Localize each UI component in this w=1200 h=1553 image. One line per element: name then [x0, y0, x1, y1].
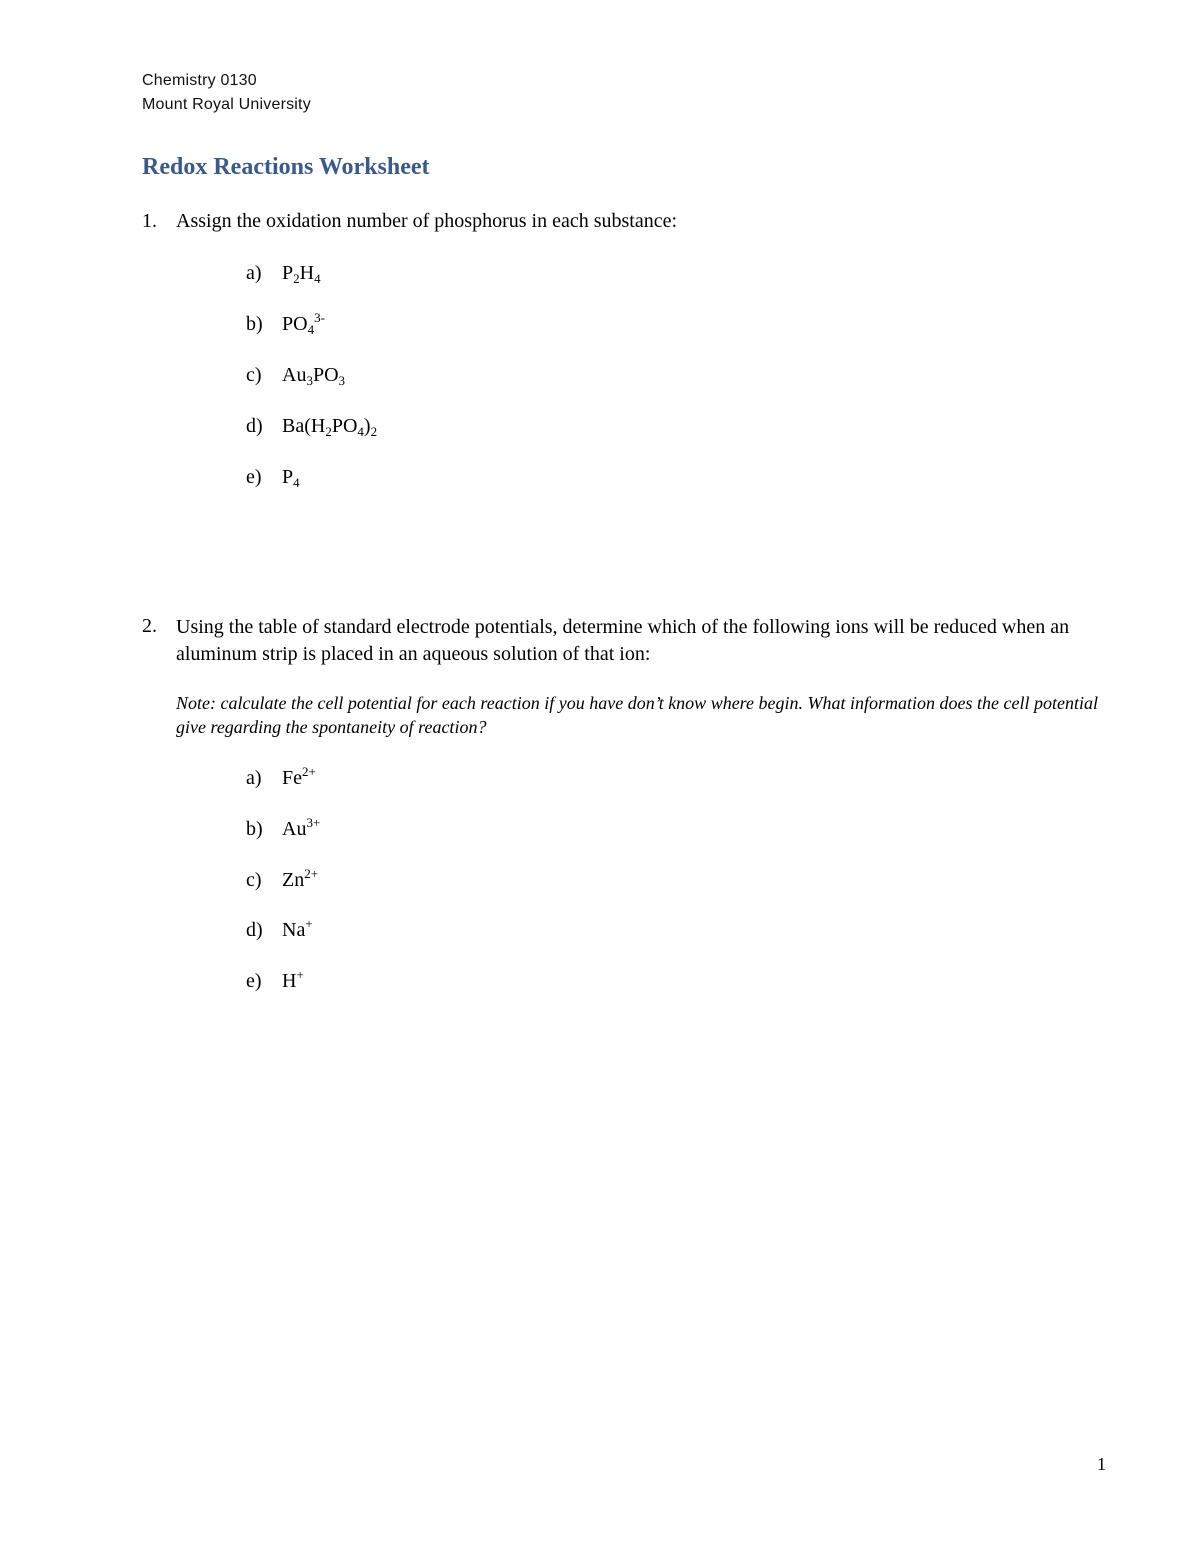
question-2-item-a — [246, 764, 316, 790]
subscript: 2 — [370, 424, 378, 439]
question-1-item-e — [246, 466, 300, 489]
formula-text: Au — [282, 818, 307, 840]
item-label: a) — [246, 767, 262, 789]
formula-text: P — [282, 262, 294, 284]
item-label: d) — [246, 415, 263, 437]
chemical-formula — [282, 310, 325, 337]
formula-text: H — [299, 262, 315, 284]
chemical-formula — [282, 466, 300, 488]
superscript: 2+ — [304, 866, 319, 881]
chemical-formula — [282, 415, 377, 437]
superscript: 3- — [314, 310, 325, 325]
page-number: 1 — [1097, 1454, 1106, 1474]
formula-text: Zn — [282, 869, 305, 891]
formula-text: Na — [282, 919, 306, 941]
question-2-text: Using the table of standard electrode potentials, determine which of the following ions will be reduced when an aluminum strip is placed in an aqueous solution of that ion: — [176, 616, 1070, 665]
ion-formula — [282, 967, 304, 992]
item-label: b) — [246, 818, 263, 840]
formula-text: PO — [282, 313, 308, 335]
question-1-item-a — [246, 262, 321, 285]
subscript: 3 — [338, 373, 346, 388]
course-name: Chemistry 0130 — [142, 72, 257, 89]
question-1-item-d — [246, 415, 377, 438]
question-2-item-c — [246, 866, 319, 892]
subscript: 4 — [314, 271, 321, 286]
subscript: 4 — [293, 475, 300, 490]
item-label: c) — [246, 364, 262, 386]
item-label: e) — [246, 466, 262, 488]
formula-text: PO — [331, 415, 358, 437]
question-2-item-b — [246, 815, 321, 841]
ion-formula — [282, 866, 319, 891]
subscript: 2 — [325, 424, 332, 439]
superscript: + — [296, 967, 304, 982]
superscript: 3+ — [306, 815, 321, 830]
chemical-formula — [282, 364, 345, 386]
question-2-item-e — [246, 967, 304, 993]
question-1-item-c — [246, 364, 345, 387]
question-1-number: 1. — [142, 210, 157, 232]
question-2-item-d — [246, 916, 313, 942]
ion-formula — [282, 815, 321, 840]
formula-text: H — [282, 970, 297, 992]
superscript: + — [305, 916, 313, 931]
item-label: e) — [246, 970, 262, 992]
ion-formula — [282, 764, 316, 789]
question-2-number: 2. — [142, 615, 157, 637]
page-title: Redox Reactions Worksheet — [142, 154, 430, 180]
ion-formula — [282, 916, 313, 941]
formula-text: Ba(H — [282, 415, 326, 437]
chemical-formula — [282, 262, 321, 284]
formula-text: Fe — [282, 767, 302, 789]
subscript: 4 — [307, 322, 315, 337]
item-label: c) — [246, 869, 262, 891]
item-label: b) — [246, 313, 263, 335]
formula-text: Au — [282, 364, 307, 386]
formula-text: PO — [312, 364, 339, 386]
institution-name: Mount Royal University — [142, 96, 311, 113]
question-1-item-b — [246, 310, 325, 337]
question-2-note: Note: calculate the cell potential for each reaction if you have don’t know where begin. What information does the cell potential give regarding the spontaneity of reaction? — [176, 693, 1098, 737]
item-label: a) — [246, 262, 262, 284]
formula-text: P — [282, 466, 294, 488]
superscript: 2+ — [302, 764, 316, 779]
subscript: 2 — [293, 271, 300, 286]
item-label: d) — [246, 919, 263, 941]
subscript: 4 — [357, 424, 364, 439]
subscript: 3 — [306, 373, 313, 388]
question-1-text: Assign the oxidation number of phosphorus in each substance: — [176, 210, 678, 232]
formula-text: ) — [363, 415, 371, 437]
